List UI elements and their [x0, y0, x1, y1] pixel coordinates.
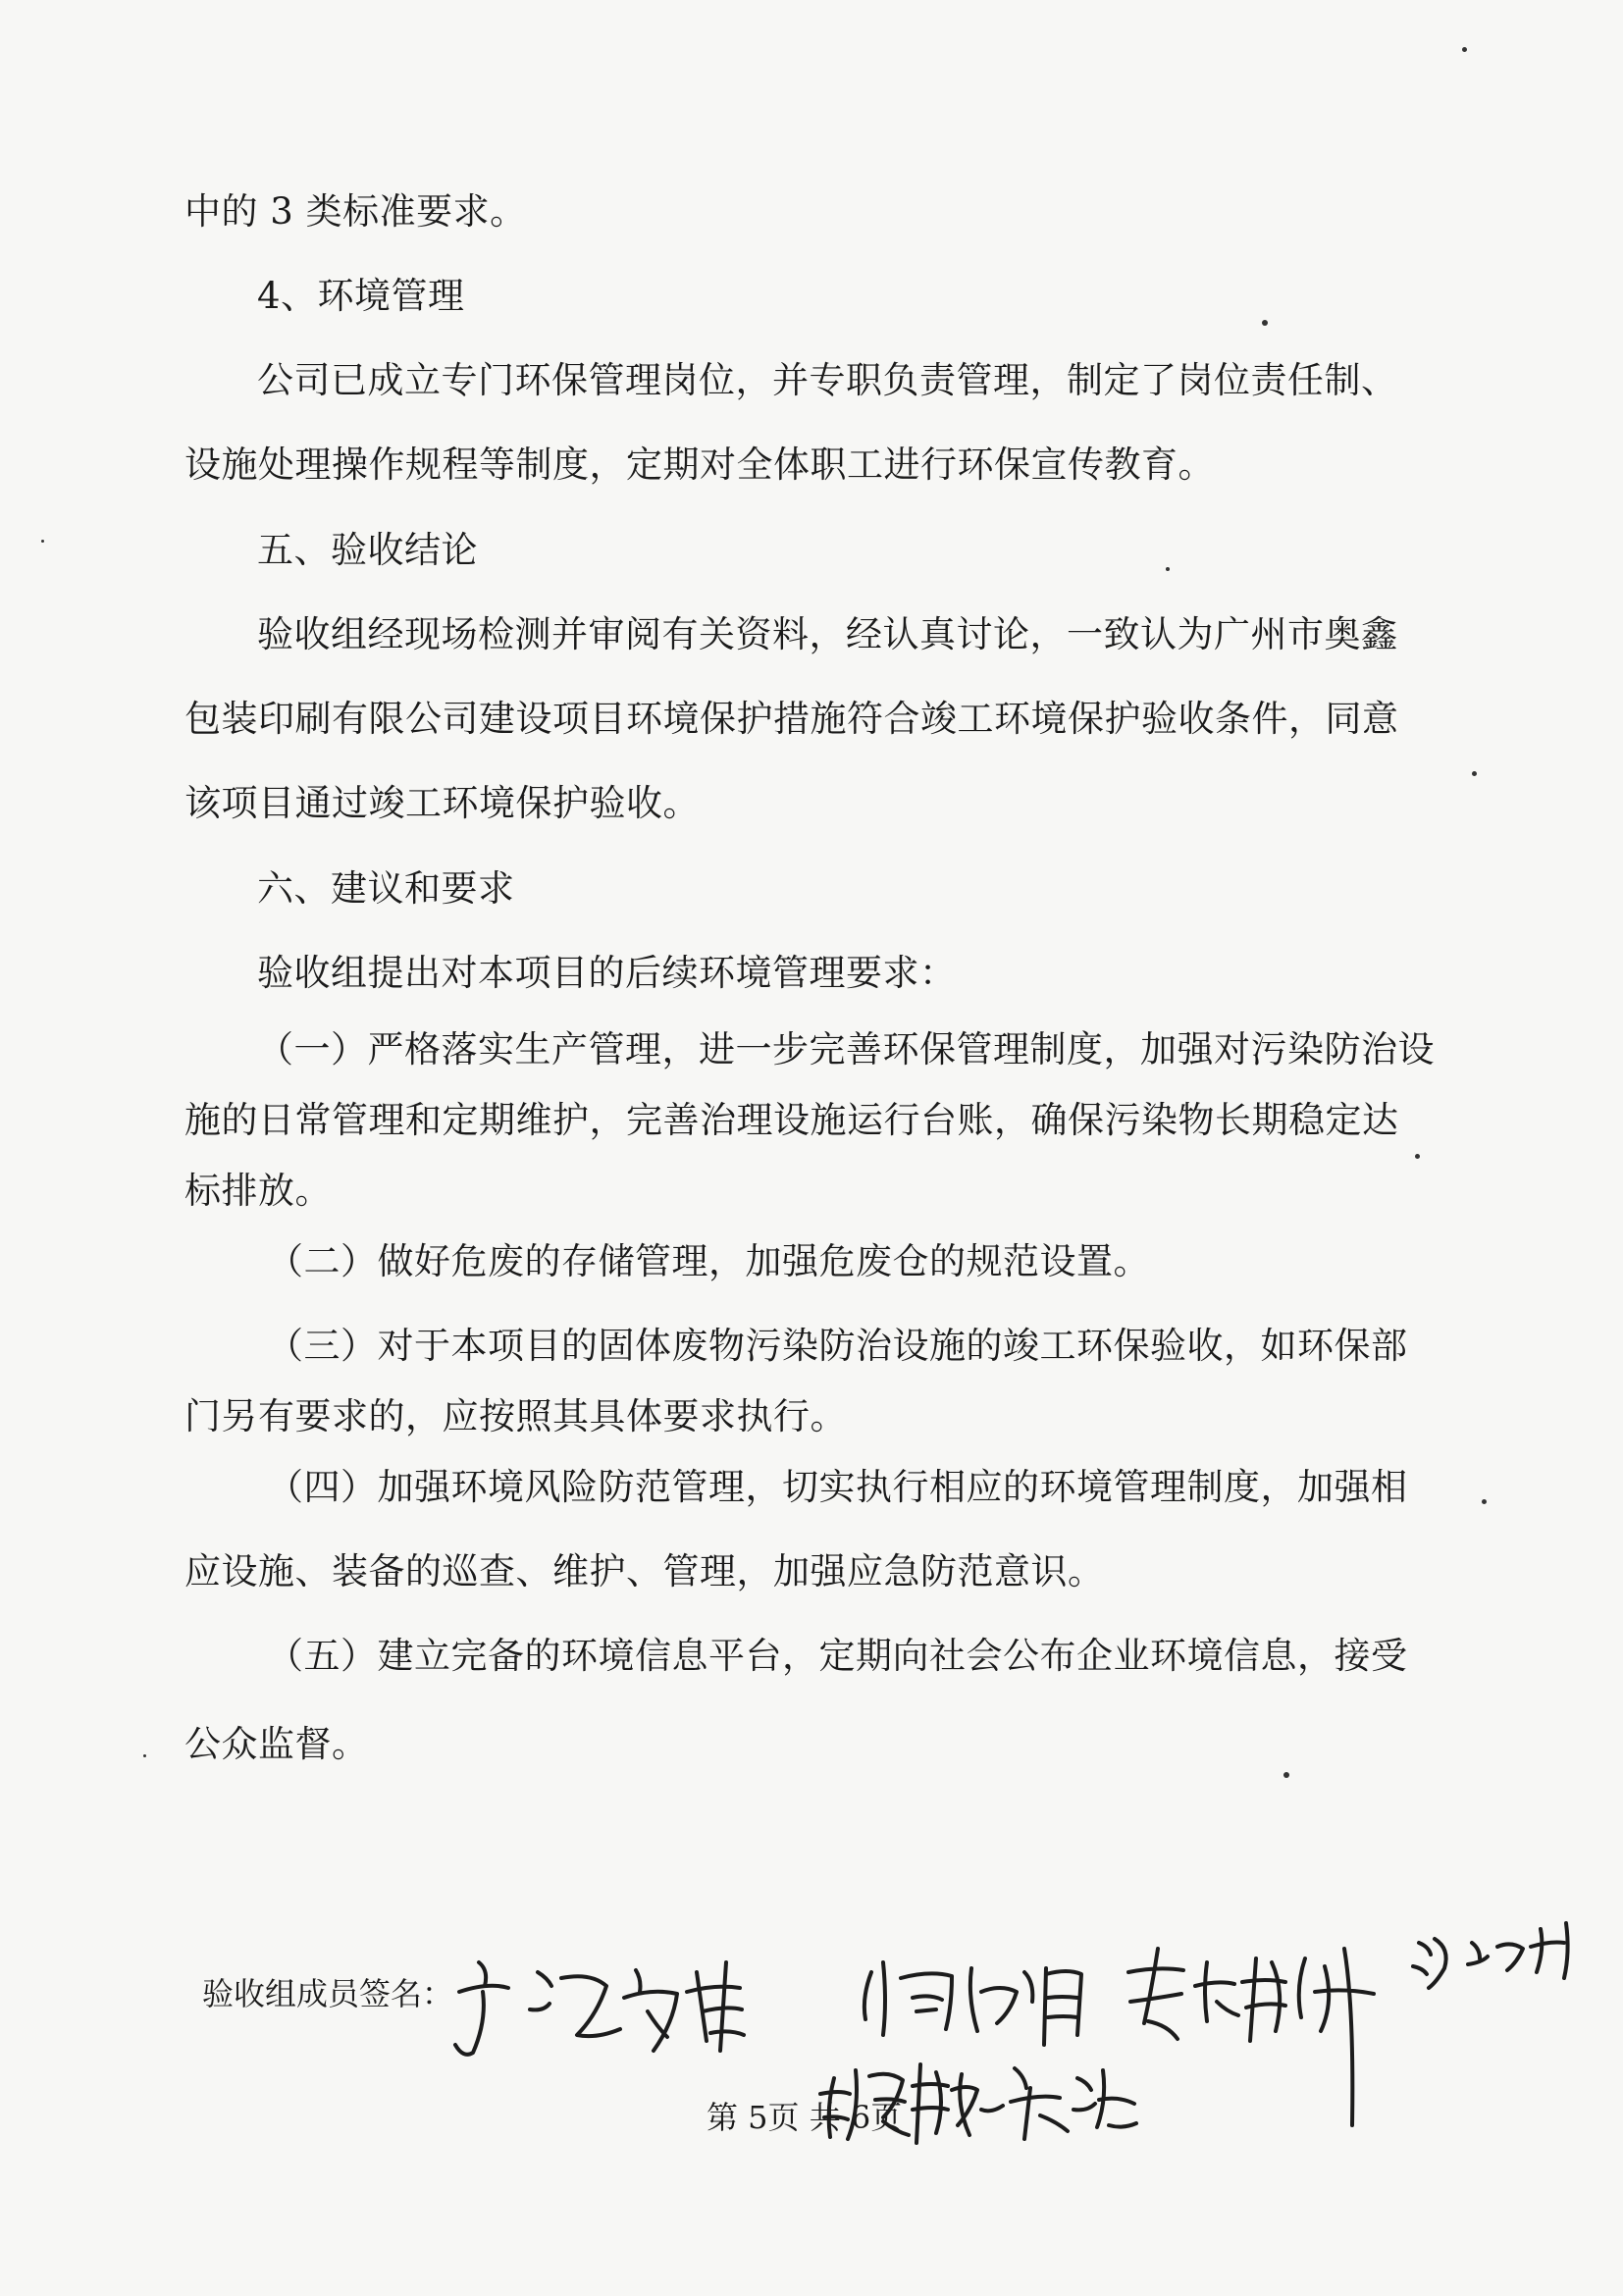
- signature-1: [455, 1962, 744, 2055]
- page-number: 第 5页 共 6页: [707, 2099, 903, 2136]
- signature-6: [952, 2068, 1136, 2139]
- scan-speck: [1482, 1499, 1487, 1504]
- text-line-16: 门另有要求的，应按照其具体要求执行。: [184, 1395, 847, 1437]
- scan-speck: [41, 540, 44, 543]
- text-line-20: 公众监督。: [184, 1723, 369, 1765]
- scan-speck: [1166, 567, 1170, 571]
- signature-4: [1413, 1923, 1568, 1988]
- scan-speck: [1462, 47, 1467, 52]
- scan-speck: [1415, 1154, 1420, 1159]
- signature-3: [1128, 1949, 1374, 2125]
- text-line-4: 设施处理操作规程等制度，定期对全体职工进行环保宣传教育。: [184, 444, 1215, 486]
- text-line-14: （二）做好危废的存储管理，加强危废仓的规范设置。: [267, 1240, 1150, 1282]
- scan-speck: [1283, 1772, 1289, 1778]
- text-line-13: 标排放。: [184, 1170, 332, 1212]
- text-line-15: （三）对于本项目的固体废物污染防治设施的竣工环保验收，如环保部: [267, 1325, 1408, 1367]
- text-line-6: 验收组经现场检测并审阅有关资料，经认真讨论，一致认为广州市奥鑫: [257, 613, 1398, 655]
- section-heading-conclusion: 五、验收结论: [257, 529, 478, 571]
- text-line-19: （五）建立完备的环境信息平台，定期向社会公布企业环境信息，接受: [267, 1635, 1408, 1677]
- signature-2: [864, 1962, 1081, 2045]
- text-line-8: 该项目通过竣工环境保护验收。: [184, 782, 700, 824]
- signature-label: 验收组成员签名：: [202, 1975, 454, 2012]
- text-line-11: （一）严格落实生产管理，进一步完善环保管理制度，加强对污染防治设: [257, 1028, 1435, 1070]
- text-line-1: 中的 3 类标准要求。: [184, 190, 527, 233]
- text-line-7: 包装印刷有限公司建设项目环境保护措施符合竣工环境保护验收条件，同意: [184, 698, 1399, 740]
- text-line-12: 施的日常管理和定期维护，完善治理设施运行台账，确保污染物长期稳定达: [184, 1099, 1399, 1141]
- section-heading-suggestions: 六、建议和要求: [257, 867, 515, 910]
- scan-speck: [1472, 771, 1477, 776]
- scan-speck: [1262, 320, 1268, 326]
- section-heading-environment-management: 4、环境管理: [257, 275, 465, 317]
- scan-speck: [143, 1754, 146, 1757]
- text-line-18: 应设施、装备的巡查、维护、管理，加强应急防范意识。: [184, 1550, 1105, 1592]
- text-line-10: 验收组提出对本项目的后续环境管理要求：: [257, 952, 957, 994]
- text-line-17: （四）加强环境风险防范管理，切实执行相应的环境管理制度，加强相: [267, 1466, 1408, 1508]
- text-line-3: 公司已成立专门环保管理岗位，并专职负责管理，制定了岗位责任制、: [257, 359, 1398, 401]
